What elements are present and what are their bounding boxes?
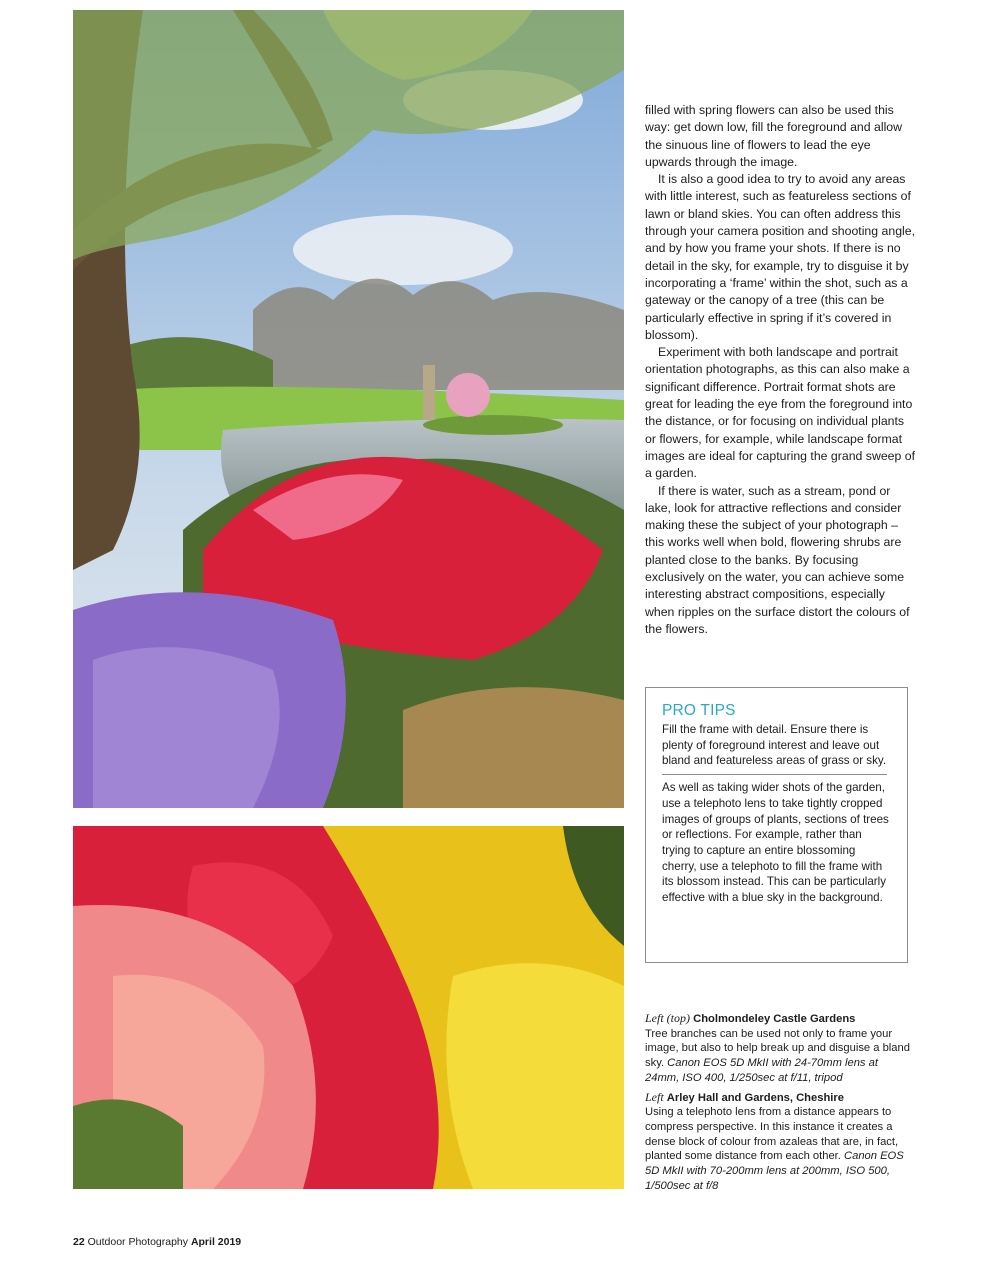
caption-bottom-photo [645,1090,915,1194]
pro-tip-2: As well as taking wider shots of the garden, use a telephoto lens to take tightly cropped images of groups of plants, sections of trees or reflections. For example, rather than trying to capture an entire blossoming cherry, use a telephoto to fill the frame with its blossom instead. This can be particularly effective with a blue sky in the background. [662,781,889,905]
photo-cholmondeley-garden [73,10,624,808]
caption-tech: Canon EOS 5D MkII with 70-200mm lens at 200mm, ISO 500, 1/500sec at f/8 [645,1150,904,1192]
page-footer [73,1236,241,1248]
caption-title: Cholmondeley Castle Gardens [693,1013,856,1025]
caption-text: Using a telephoto lens from a distance appears to compress perspective. In this instance it creates a dense block of colour from azaleas that are, in fact, planted some distance from each other. [645,1106,899,1163]
body-paragraph: Experiment with both landscape and portrait orientation photographs, as this can also make a significant difference. Portrait format shots are great for leading the eye from the foreground into the distance, or for focusing on individual plants or flowers, for example, while landscape format images are ideal for capturing the grand sweep of a garden. [645,345,916,481]
caption-tech: Canon EOS 5D MkII with 24-70mm lens at 24mm, ISO 400, 1/250sec at f/11, tripod [645,1057,878,1084]
caption-label: Left (top) [645,1011,690,1025]
photo-arley-hall-azaleas [73,826,624,1189]
pro-tips-title: PRO TIPS [662,702,736,719]
article-body [645,102,917,638]
pro-tip-1: Fill the frame with detail. Ensure there is plenty of foreground interest and leave out bland and featureless areas of grass or sky. [662,723,887,768]
issue-date: April 2019 [190,1236,242,1248]
magazine-name: Outdoor Photography [87,1236,189,1248]
caption-top-photo [645,1011,915,1086]
caption-text: Tree branches can be used not only to frame your image, but also to help break up and disguise a bland sky. [645,1027,910,1070]
pro-tips-divider [662,774,887,775]
caption-title: Arley Hall and Gardens, Cheshire [666,1091,844,1104]
body-paragraph: It is also a good idea to try to avoid any areas with little interest, such as featureless sections of lawn or bland skies. You can often address this through your camera position and shooting angle, and by how you frame your shots. If there is no detail in the sky, for example, try to disguise it by incorporating a ‘frame’ within the shot, such as a gateway or the canopy of a tree (this can be particularly effective in spring if it’s covered in blossom). [645,172,916,342]
body-paragraph: If there is water, such as a stream, pond or lake, look for attractive reflections and consider making these the subject of your photograph – this works well when bold, flowering shrubs are planted close to the banks. By focusing exclusively on the water, you can achieve some interesting abstract compositions, especially when ripples on the surface distort the colours of the flowers. [645,483,910,636]
pro-tips-box [645,687,908,963]
page-number: 22 [73,1236,85,1248]
body-paragraph: filled with spring flowers can also be used this way: get down low, fill the foreground and allow the sinuous line of flowers to lead the eye upwards through the image. [645,103,903,169]
photo-captions [645,1011,915,1197]
caption-label: Left [645,1089,664,1104]
